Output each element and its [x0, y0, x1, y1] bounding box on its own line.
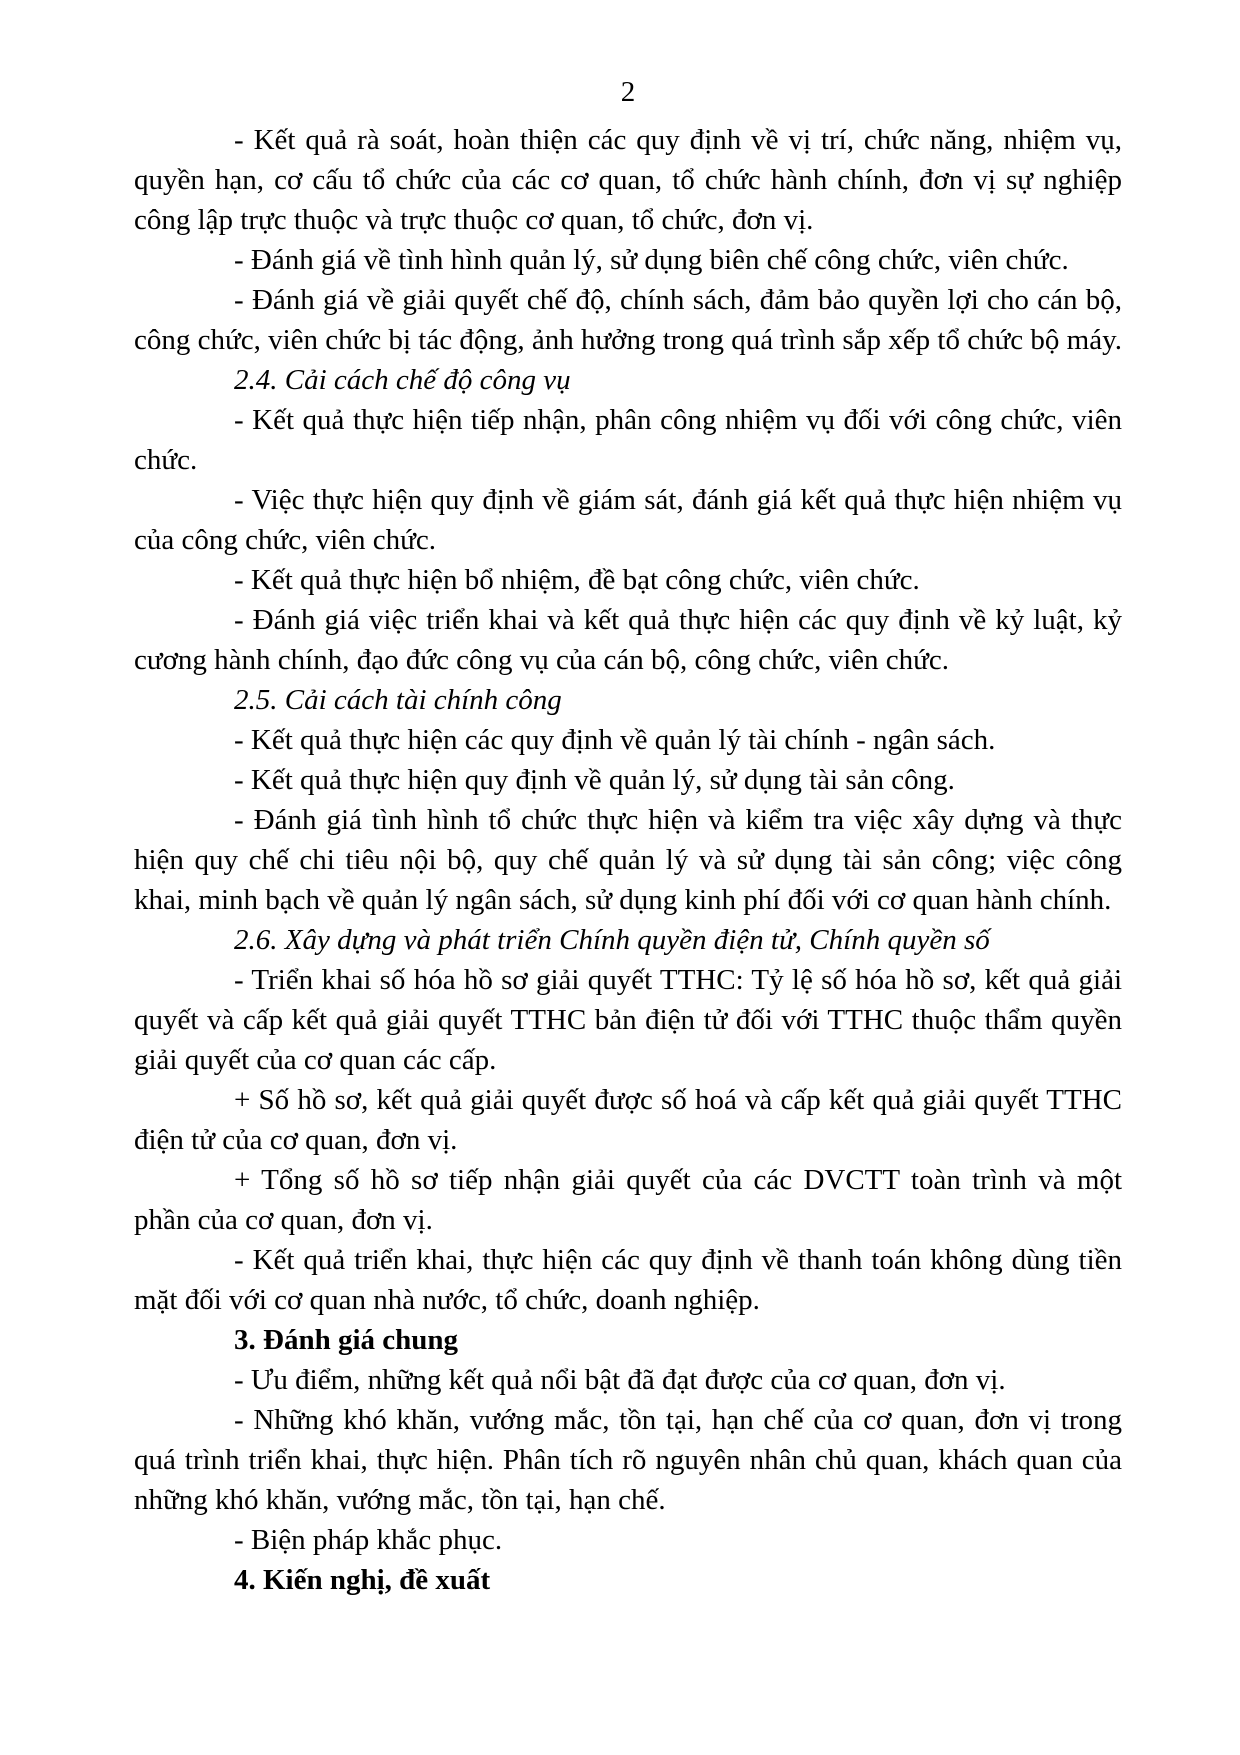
paragraph: - Kết quả rà soát, hoàn thiện các quy định về vị trí, chức năng, nhiệm vụ, quyền hạn, cơ cấu tổ chức của các cơ quan, tổ chức hành chính, đơn vị sự nghiệp công lập trực thuộc và trực thuộc cơ quan, tổ chức, đơn vị. [134, 124, 1122, 236]
paragraph: - Biện pháp khắc phục. [234, 1524, 503, 1556]
paragraph: - Kết quả triển khai, thực hiện các quy định về thanh toán không dùng tiền mặt đối với cơ quan nhà nước, tổ chức, doanh nghiệp. [134, 1244, 1122, 1316]
paragraph: - Kết quả thực hiện các quy định về quản lý tài chính - ngân sách. [234, 724, 996, 756]
paragraph: - Kết quả thực hiện bổ nhiệm, đề bạt công chức, viên chức. [234, 564, 920, 596]
section-heading: 2.5. Cải cách tài chính công [234, 684, 562, 716]
section-heading: 2.6. Xây dựng và phát triển Chính quyền điện tử, Chính quyền số [234, 924, 990, 956]
paragraph: - Kết quả thực hiện quy định về quản lý, sử dụng tài sản công. [234, 764, 955, 796]
paragraph: - Ưu điểm, những kết quả nổi bật đã đạt được của cơ quan, đơn vị. [234, 1364, 1006, 1396]
paragraph: + Số hồ sơ, kết quả giải quyết được số hoá và cấp kết quả giải quyết TTHC điện tử của cơ quan, đơn vị. [134, 1084, 1122, 1156]
page-number: 2 [620, 76, 636, 108]
paragraph: - Đánh giá việc triển khai và kết quả thực hiện các quy định về kỷ luật, kỷ cương hành chính, đạo đức công vụ của cán bộ, công chức, viên chức. [134, 604, 1122, 676]
paragraph: - Những khó khăn, vướng mắc, tồn tại, hạn chế của cơ quan, đơn vị trong quá trình triển khai, thực hiện. Phân tích rõ nguyên nhân chủ quan, khách quan của những khó khăn, vướng mắc, tồn tại, hạn chế. [134, 1404, 1122, 1516]
paragraph: - Đánh giá tình hình tổ chức thực hiện và kiểm tra việc xây dựng và thực hiện quy chế chi tiêu nội bộ, quy chế quản lý và sử dụng tài sản công; việc công khai, minh bạch về quản lý ngân sách, sử dụng kinh phí đối với cơ quan hành chính. [134, 804, 1122, 916]
paragraph: - Đánh giá về giải quyết chế độ, chính sách, đảm bảo quyền lợi cho cán bộ, công chức, viên chức bị tác động, ảnh hưởng trong quá trình sắp xếp tổ chức bộ máy. [134, 284, 1122, 356]
paragraph: - Triển khai số hóa hồ sơ giải quyết TTHC: Tỷ lệ số hóa hồ sơ, kết quả giải quyết và cấp kết quả giải quyết TTHC bản điện tử đối với TTHC thuộc thẩm quyền giải quyết của cơ quan các cấp. [134, 964, 1122, 1076]
section-heading: 3. Đánh giá chung [234, 1324, 459, 1356]
section-heading: 4. Kiến nghị, đề xuất [234, 1564, 491, 1596]
document-body [134, 120, 1122, 1600]
paragraph: - Đánh giá về tình hình quản lý, sử dụng biên chế công chức, viên chức. [234, 244, 1069, 276]
paragraph: - Kết quả thực hiện tiếp nhận, phân công nhiệm vụ đối với công chức, viên chức. [134, 404, 1122, 476]
section-heading: 2.4. Cải cách chế độ công vụ [234, 364, 571, 396]
paragraph: - Việc thực hiện quy định về giám sát, đánh giá kết quả thực hiện nhiệm vụ của công chức, viên chức. [134, 484, 1122, 556]
paragraph: + Tổng số hồ sơ tiếp nhận giải quyết của các DVCTT toàn trình và một phần của cơ quan, đơn vị. [134, 1164, 1122, 1236]
